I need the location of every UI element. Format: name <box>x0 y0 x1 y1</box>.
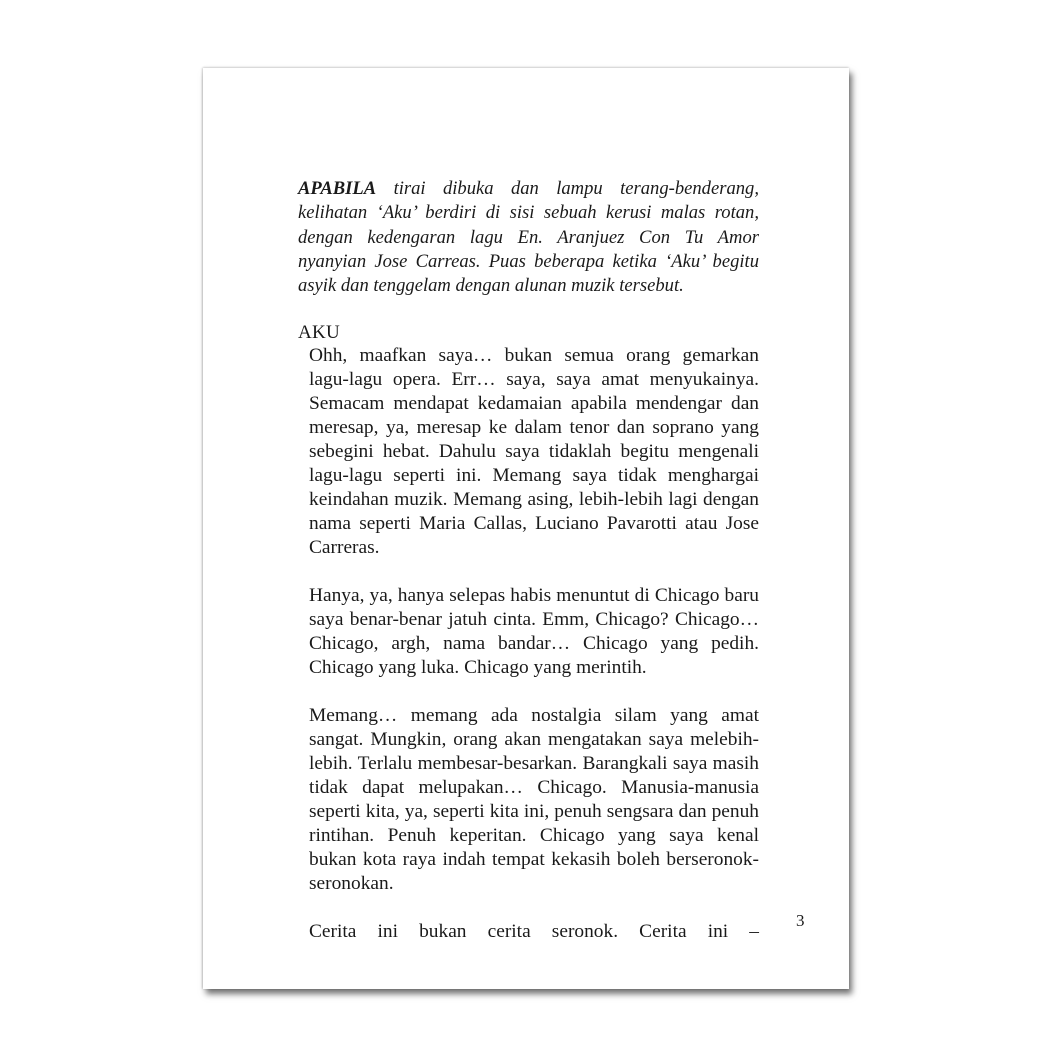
dialogue-block <box>309 344 759 943</box>
speaker-name: AKU <box>298 322 341 344</box>
dialogue-paragraph-2: Hanya, ya, hanya selepas habis menuntut di Chicago baru saya benar-benar jatuh cinta. Emm, Chicago? Chicago… Chicago, argh, nama bandar… Chicago yang pedih. Chicago yang luka. Chicago yang merintih. <box>309 585 759 678</box>
stage-direction-opening-word: APABILA <box>298 178 377 199</box>
page-number: 3 <box>796 911 805 930</box>
dialogue-paragraph-4: Cerita ini bukan cerita seronok. Cerita ini – <box>309 920 759 942</box>
stage-direction-text: tirai dibuka dan lampu terang-benderang, kelihatan ‘Aku’ berdiri di sisi sebuah kerusi malas rotan, dengan kedengaran lagu En. Aranjuez Con Tu Amor nyanyian Jose Carreas. Puas beberapa ketika ‘Aku’ begitu asyik dan tenggelam dengan alunan muzik tersebut. <box>298 178 759 297</box>
page-content <box>298 177 759 943</box>
dialogue-paragraph-3: Memang… memang ada nostalgia silam yang amat sangat. Mungkin, orang akan mengatakan saya melebih-lebih. Terlalu membesar-besarkan. Barangkali saya masih tidak dapat melupakan… Chicago. Manusia-manusia seperti kita, ya, seperti kita ini, penuh sengsara dan penuh rintihan. Penuh keperitan. Chicago yang saya kenal bukan kota raya indah tempat kekasih boleh berseronok-seronokan. <box>309 704 759 894</box>
dialogue-paragraph-1: Ohh, maafkan saya… bukan semua orang gemarkan lagu-lagu opera. Err… saya, saya amat menyukainya. Semacam mendapat kedamaian apabila mendengar dan meresap, ya, meresap ke dalam tenor dan soprano yang sebegini hebat. Dahulu saya tidaklah begitu mengenali lagu-lagu seperti ini. Memang saya tidak menghargai keindahan muzik. Memang asing, lebih-lebih lagi dengan nama seperti Maria Callas, Luciano Pavarotti atau Jose Carreras. <box>309 345 759 559</box>
stage-direction <box>298 177 759 298</box>
book-page <box>203 68 849 989</box>
